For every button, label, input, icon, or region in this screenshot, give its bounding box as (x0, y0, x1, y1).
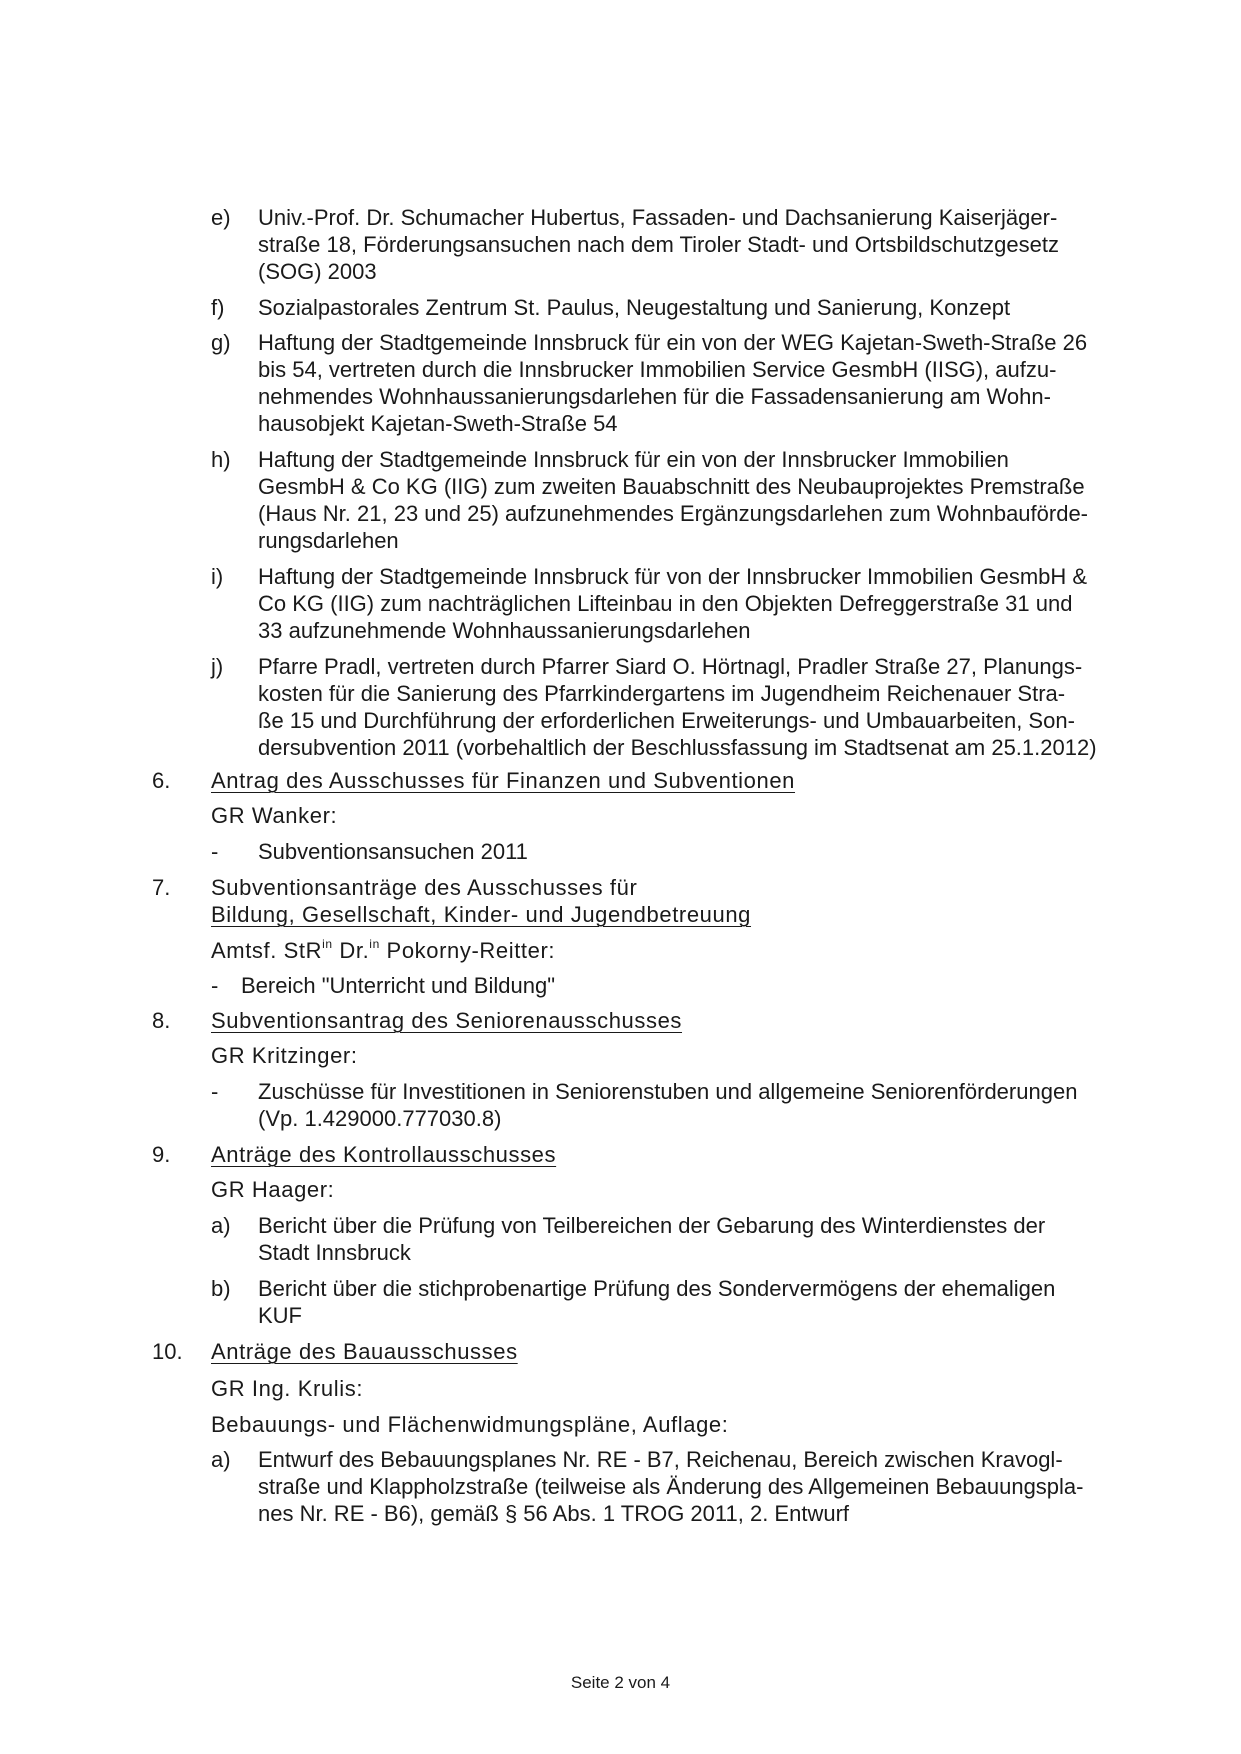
item-text: nes Nr. RE - B6), gemäß § 56 Abs. 1 TROG 2011, 2. Entwurf (258, 1501, 850, 1526)
item-text: bis 54, vertreten durch die Innsbrucker Immobilien Service GesmbH (IISG), aufzu- (258, 357, 1057, 382)
item-letter: j) (211, 654, 224, 679)
item-text: Co KG (IIG) zum nachträglichen Lifteinbau in den Objekten Defreggerstraße 31 und (258, 591, 1073, 616)
section-title-line1: Subventionsanträge des Ausschusses für (211, 875, 638, 900)
item-text: dersubvention 2011 (vorbehaltlich der Beschlussfassung im Stadtsenat am 25.1.2012) (258, 735, 1097, 760)
bullet-dash: - (211, 973, 219, 998)
section-title: Subventionsantrag des Seniorenausschusses (211, 1008, 683, 1033)
item-text: straße und Klappholzstraße (teilweise als Änderung des Allgemeinen Bebauungspla- (258, 1474, 1084, 1499)
section-number: 9. (152, 1142, 171, 1167)
item-letter: h) (211, 447, 231, 472)
item-text: Sozialpastorales Zentrum St. Paulus, Neugestaltung und Sanierung, Konzept (258, 295, 1011, 320)
item-letter: g) (211, 330, 231, 355)
item-letter: a) (211, 1447, 231, 1472)
speaker: GR Ing. Krulis: (211, 1376, 364, 1401)
item-letter: f) (211, 295, 225, 320)
item-text: Bericht über die Prüfung von Teilbereichen der Gebarung des Winterdienstes der (258, 1213, 1046, 1238)
section-title: Antrag des Ausschusses für Finanzen und Subventionen (211, 768, 796, 793)
item-letter: i) (211, 564, 224, 589)
speaker: GR Haager: (211, 1177, 335, 1202)
item-text: GesmbH & Co KG (IIG) zum zweiten Bauabschnitt des Neubauprojektes Premstraße (258, 474, 1085, 499)
item-letter: b) (211, 1276, 231, 1301)
item-letter: e) (211, 205, 231, 230)
item-text: Haftung der Stadtgemeinde Innsbruck für von der Innsbrucker Immobilien GesmbH & (258, 564, 1088, 589)
bullet-dash: - (211, 1079, 219, 1104)
item-letter: a) (211, 1213, 231, 1238)
item-text: rungsdarlehen (258, 528, 399, 553)
page-footer: Seite 2 von 4 (570, 1673, 671, 1692)
section-title: Anträge des Kontrollausschusses (211, 1142, 557, 1167)
speaker: GR Wanker: (211, 803, 338, 828)
item-text: kosten für die Sanierung des Pfarrkindergartens im Jugendheim Reichenauer Stra- (258, 681, 1066, 706)
item-text: Univ.-Prof. Dr. Schumacher Hubertus, Fassaden- und Dachsanierung Kaiserjäger- (258, 205, 1058, 230)
section-title: Anträge des Bauausschusses (211, 1339, 518, 1364)
item-text: hausobjekt Kajetan-Sweth-Straße 54 (258, 411, 618, 436)
speaker: Amtsf. StR$^{in}$ Dr.$^{in}$ Pokorny-Reitter: (211, 937, 556, 963)
item-text: (SOG) 2003 (258, 259, 377, 284)
item-text: Haftung der Stadtgemeinde Innsbruck für ein von der WEG Kajetan-Sweth-Straße 26 (258, 330, 1088, 355)
item-text: Haftung der Stadtgemeinde Innsbruck für ein von der Innsbrucker Immobilien (258, 447, 1009, 472)
section-title-line2: Bildung, Gesellschaft, Kinder- und Jugendbetreuung (211, 902, 752, 927)
section-number: 10. (152, 1339, 183, 1364)
subheading: Bebauungs- und Flächenwidmungspläne, Auflage: (211, 1412, 729, 1437)
item-text: Pfarre Pradl, vertreten durch Pfarrer Siard O. Hörtnagl, Pradler Straße 27, Planungs- (258, 654, 1083, 679)
item-text: ße 15 und Durchführung der erforderlichen Erweiterungs- und Umbauarbeiten, Son- (258, 708, 1075, 733)
item-text: Entwurf des Bebauungsplanes Nr. RE - B7, Reichenau, Bereich zwischen Kravogl- (258, 1447, 1063, 1472)
speaker: GR Kritzinger: (211, 1043, 358, 1068)
section-number: 8. (152, 1008, 171, 1033)
bullet-dash: - (211, 839, 219, 864)
section-number: 7. (152, 875, 171, 900)
item-text: Bereich "Unterricht und Bildung" (241, 973, 556, 998)
item-text: Subventionsansuchen 2011 (258, 839, 528, 864)
item-text: (Haus Nr. 21, 23 und 25) aufzunehmendes Ergänzungsdarlehen zum Wohnbauförde- (258, 501, 1089, 526)
item-text: Zuschüsse für Investitionen in Seniorenstuben und allgemeine Seniorenförderungen (258, 1079, 1078, 1104)
item-text: straße 18, Förderungsansuchen nach dem Tiroler Stadt- und Ortsbildschutzgesetz (258, 232, 1059, 257)
item-text: Stadt Innsbruck (258, 1240, 411, 1265)
item-text: nehmendes Wohnhaussanierungsdarlehen für die Fassadensanierung am Wohn- (258, 384, 1051, 409)
section-number: 6. (152, 768, 171, 793)
item-text: (Vp. 1.429000.777030.8) (258, 1106, 502, 1131)
item-text: Bericht über die stichprobenartige Prüfung des Sondervermögens der ehemaligen (258, 1276, 1056, 1301)
item-text: 33 aufzunehmende Wohnhaussanierungsdarlehen (258, 618, 751, 643)
item-text: KUF (258, 1303, 302, 1328)
